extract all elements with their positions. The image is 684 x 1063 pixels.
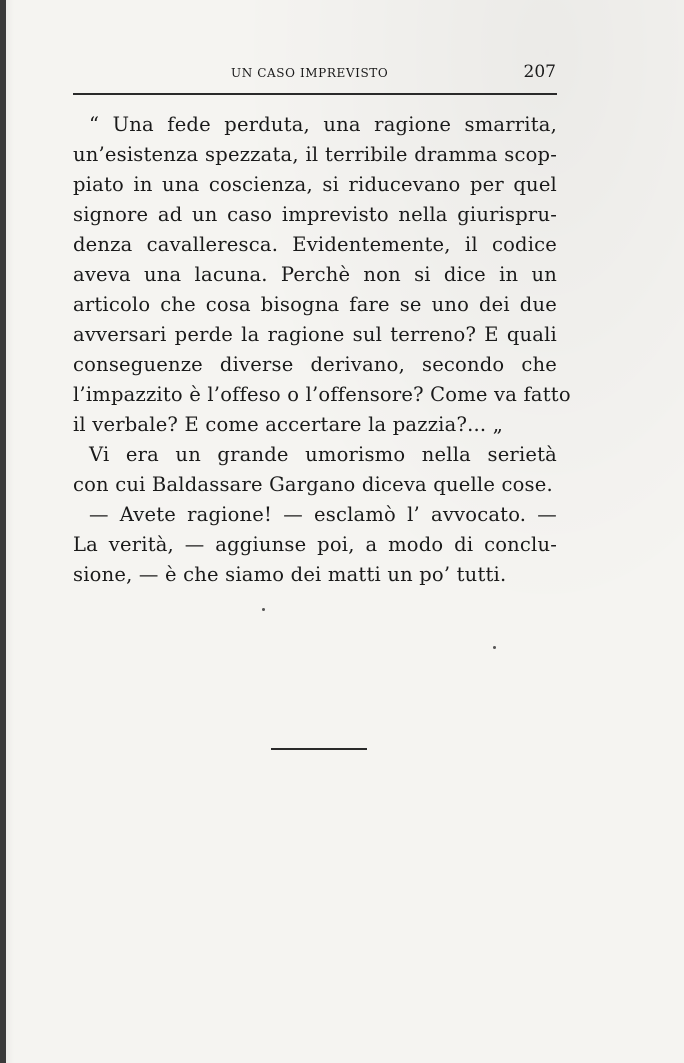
text-line: “ Una fede perduta, una ragione smarrita, [89, 113, 557, 136]
print-speck [262, 608, 265, 611]
section-end-rule [271, 748, 367, 750]
text-line: denza cavalleresca. Evidentemente, il codice [73, 233, 557, 256]
text-line: un’esistenza spezzata, il terribile dramma scop- [73, 143, 557, 166]
text-line: conseguenze diverse derivano, secondo che [73, 353, 557, 376]
text-line: articolo che cosa bisogna fare se uno dei due [73, 293, 557, 316]
text-line: signore ad un caso imprevisto nella giurispru- [73, 203, 557, 226]
body-text [73, 110, 571, 590]
text-line: il verbale? E come accertare la pazzia?... „ [73, 413, 503, 436]
print-speck [493, 646, 496, 649]
text-line: avversari perde la ragione sul terreno? E quali [73, 323, 557, 346]
page-number: 207 [523, 62, 556, 82]
text-line: La verità, — aggiunse poi, a modo di conclu- [73, 533, 557, 556]
page-spine-edge [0, 0, 6, 1063]
text-line: l’impazzito è l’offeso o l’offensore? Come va fatto [73, 383, 571, 406]
text-line: con cui Baldassare Gargano diceva quelle cose. [73, 473, 553, 496]
running-head [73, 62, 556, 86]
text-line: Vi era un grande umorismo nella serietà [89, 443, 557, 466]
text-line: — Avete ragione! — esclamò l’ avvocato. — [89, 503, 557, 526]
running-title: UN CASO IMPREVISTO [231, 66, 389, 80]
text-line: aveva una lacuna. Perchè non si dice in un [73, 263, 557, 286]
header-rule [73, 93, 557, 95]
text-line: sione, — è che siamo dei matti un po’ tutti. [73, 563, 507, 586]
text-line: piato in una coscienza, si riducevano per quel [73, 173, 557, 196]
